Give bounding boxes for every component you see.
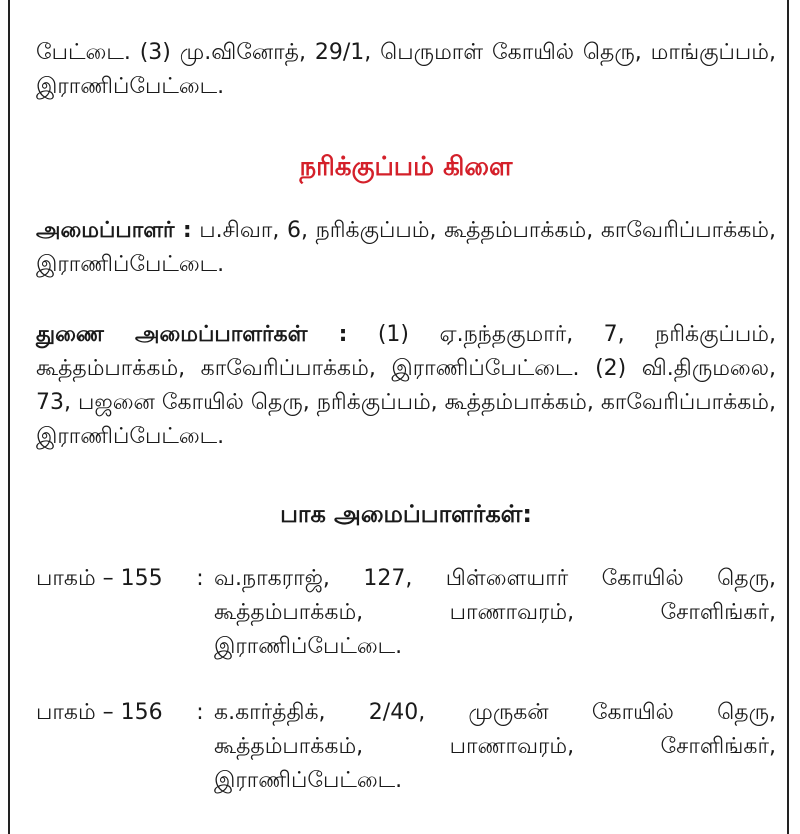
list-item [36, 696, 776, 798]
deputy-organizers-value: (1) ஏ.நந்தகுமார், 7, நரிக்குப்பம், கூத்தம்பாக்கம், காவேரிப்பாக்கம், இராணிப்பேட்டை. (2) வி.திருமலை, 73, பஜனை கோயில் தெரு, நரிக்குப்பம், கூத்தம்பாக்கம், காவேரிப்பாக்கம், இராணிப்பேட்டை. [36, 322, 776, 449]
organizer-value: ப.சிவா, 6, நரிக்குப்பம், கூத்தம்பாக்கம், காவேரிப்பாக்கம், இராணிப்பேட்டை. [36, 218, 776, 277]
entry-address: வ.நாகராஜ், 127, பிள்ளையார் கோயில் தெரு, கூத்தம்பாக்கம், பாணாவரம், சோளிங்கர், இராணிப்பேட்டை. [214, 566, 776, 659]
list-item [36, 562, 776, 664]
deputy-organizers-paragraph [36, 318, 776, 454]
ward-number: பாகம் – 155 [36, 566, 163, 591]
organizer-paragraph [36, 214, 776, 282]
branch-title: நரிக்குப்பம் கிளை [299, 152, 513, 182]
entry-colon: : [196, 566, 204, 591]
section-title: பாக அமைப்பாளர்கள்: [280, 500, 532, 528]
deputy-organizers-label: துணை அமைப்பாளர்கள் : [36, 322, 348, 347]
organizer-label: அமைப்பாளர் : [36, 218, 192, 243]
intro-paragraph: பேட்டை. (3) மு.வினோத், 29/1, பெருமாள் கோயில் தெரு, மாங்குப்பம், இராணிப்பேட்டை. [36, 40, 776, 99]
entry-address: க.கார்த்திக், 2/40, முருகன் கோயில் தெரு, கூத்தம்பாக்கம், பாணாவரம், சோளிங்கர், இராணிப்பேட்டை. [214, 700, 776, 793]
ward-number: பாகம் – 156 [36, 700, 163, 725]
entry-colon: : [196, 700, 204, 725]
